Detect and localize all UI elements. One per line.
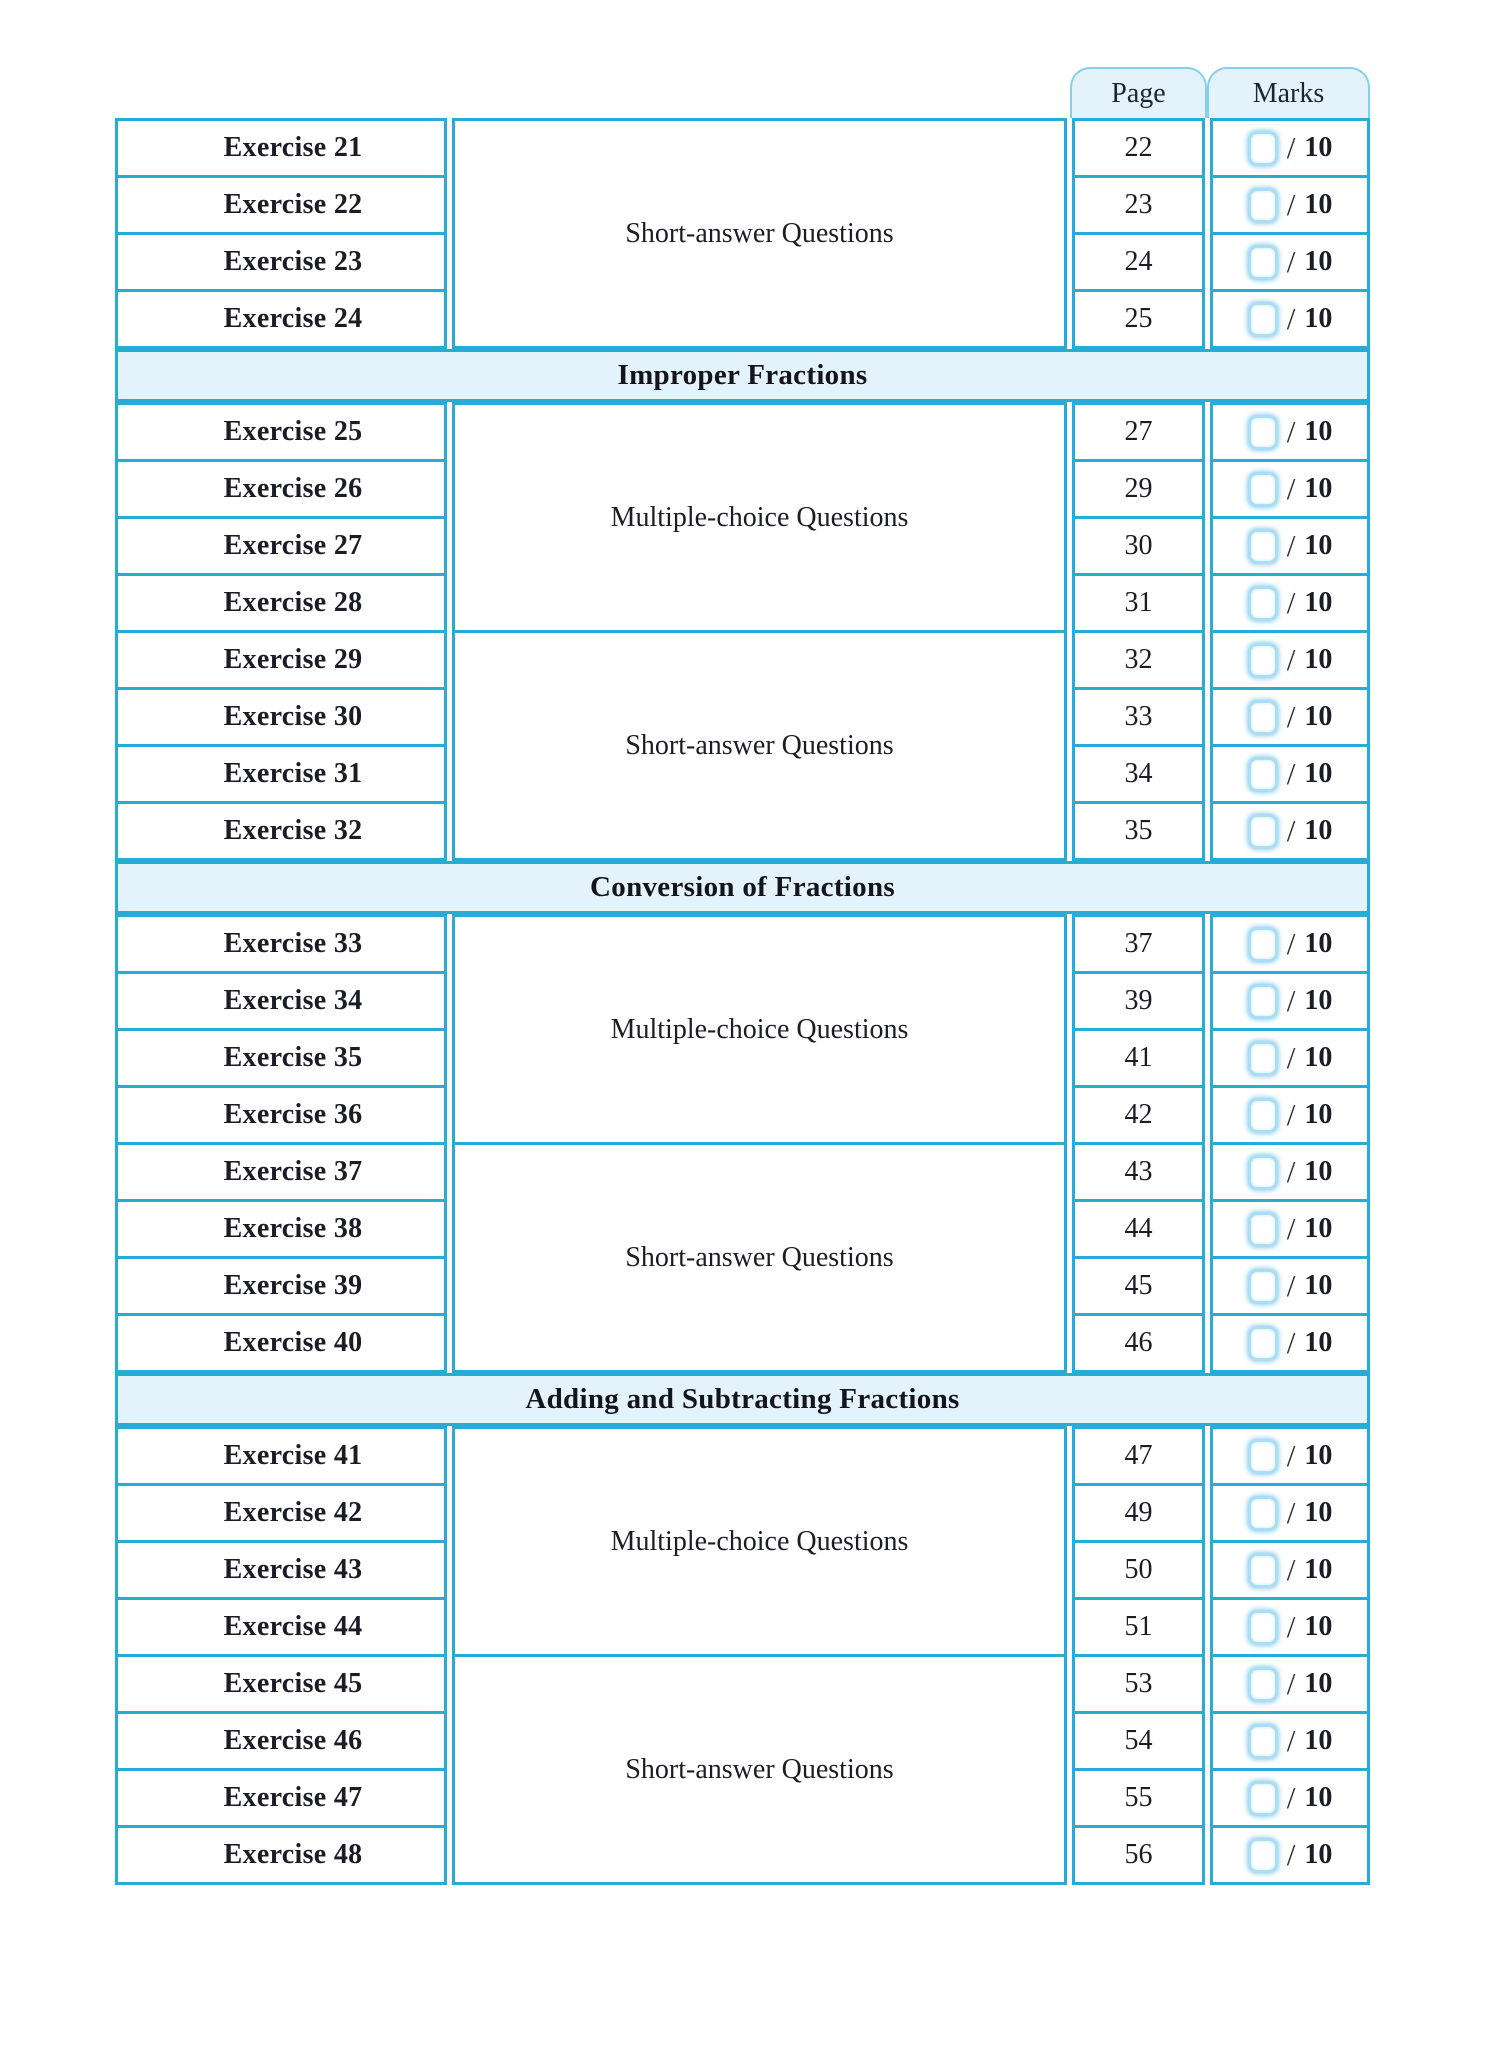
marks-column: [1210, 1426, 1370, 1657]
exercise-label-exercise-33: Exercise 33: [115, 914, 447, 974]
marks-slash: /: [1286, 1211, 1296, 1246]
exercise-label-exercise-29: Exercise 29: [115, 630, 447, 690]
marks-column: [1210, 914, 1370, 1145]
marks-cell: [1210, 1483, 1370, 1543]
question-type-column: [452, 630, 1067, 861]
exercise-label-exercise-37: Exercise 37: [115, 1142, 447, 1202]
marks-slash: /: [1286, 1438, 1296, 1473]
question-type-label: Multiple-choice Questions: [452, 1426, 1067, 1657]
page-number-cell: 43: [1072, 1142, 1205, 1202]
page-number-cell: 46: [1072, 1313, 1205, 1373]
marks-slash: /: [1286, 130, 1296, 165]
page-number-cell: 51: [1072, 1597, 1205, 1657]
exercise-column: [115, 1142, 447, 1373]
marks-total: 10: [1304, 530, 1333, 561]
exercise-label-exercise-41: Exercise 41: [115, 1426, 447, 1486]
marks-cell: [1210, 1654, 1370, 1714]
score-input-box[interactable]: [1248, 529, 1278, 564]
score-input-box[interactable]: [1248, 1496, 1278, 1531]
exercise-label-exercise-36: Exercise 36: [115, 1085, 447, 1145]
marks-column: [1210, 1654, 1370, 1885]
marks-cell: [1210, 801, 1370, 861]
marks-slash: /: [1286, 1723, 1296, 1758]
page-number-cell: 47: [1072, 1426, 1205, 1486]
score-input-box[interactable]: [1248, 472, 1278, 507]
marks-cell: [1210, 1768, 1370, 1828]
marks-slash: /: [1286, 585, 1296, 620]
score-input-box[interactable]: [1248, 814, 1278, 849]
marks-total: 10: [1304, 644, 1333, 675]
section-header-adding-and-subtracting-fractions: [115, 1373, 1370, 1426]
exercise-group: [115, 1426, 1370, 1657]
marks-total: 10: [1304, 815, 1333, 846]
marks-slash: /: [1286, 528, 1296, 563]
exercise-label-exercise-27: Exercise 27: [115, 516, 447, 576]
marks-column-label: Marks: [1252, 77, 1325, 109]
marks-cell: [1210, 1711, 1370, 1771]
page-number-cell: 27: [1072, 402, 1205, 462]
marks-total: 10: [1304, 928, 1333, 959]
exercise-label-exercise-31: Exercise 31: [115, 744, 447, 804]
exercise-label-exercise-34: Exercise 34: [115, 971, 447, 1031]
question-type-label: Short-answer Questions: [452, 118, 1067, 349]
score-input-box[interactable]: [1248, 302, 1278, 337]
page-number-column: [1072, 1142, 1205, 1373]
marks-cell: [1210, 1426, 1370, 1486]
marks-slash: /: [1286, 699, 1296, 734]
exercise-group: [115, 914, 1370, 1145]
exercise-group: [115, 402, 1370, 633]
marks-slash: /: [1286, 414, 1296, 449]
marks-column: [1210, 1142, 1370, 1373]
page-number-column: [1072, 914, 1205, 1145]
exercise-column: [115, 630, 447, 861]
exercise-label-exercise-39: Exercise 39: [115, 1256, 447, 1316]
page-number-cell: 37: [1072, 914, 1205, 974]
exercise-column: [115, 118, 447, 349]
marks-cell: [1210, 175, 1370, 235]
marks-column: [1210, 402, 1370, 633]
score-input-box[interactable]: [1248, 757, 1278, 792]
page-number-cell: 56: [1072, 1825, 1205, 1885]
marks-cell: [1210, 232, 1370, 292]
marks-cell: [1210, 402, 1370, 462]
score-input-box[interactable]: [1248, 1155, 1278, 1190]
question-type-label: Short-answer Questions: [452, 1654, 1067, 1885]
marks-total: 10: [1304, 985, 1333, 1016]
marks-cell: [1210, 687, 1370, 747]
marks-cell: [1210, 1199, 1370, 1259]
marks-total: 10: [1304, 1611, 1333, 1642]
exercise-label-exercise-48: Exercise 48: [115, 1825, 447, 1885]
score-input-box[interactable]: [1248, 927, 1278, 962]
marks-slash: /: [1286, 1097, 1296, 1132]
score-input-box[interactable]: [1248, 1041, 1278, 1076]
score-input-box[interactable]: [1248, 1610, 1278, 1645]
column-header-tabs: [115, 67, 1370, 118]
marks-cell: [1210, 1540, 1370, 1600]
page-number-cell: 24: [1072, 232, 1205, 292]
score-input-box[interactable]: [1248, 643, 1278, 678]
page-number-cell: 23: [1072, 175, 1205, 235]
exercise-column: [115, 914, 447, 1145]
exercise-label-exercise-46: Exercise 46: [115, 1711, 447, 1771]
marks-cell: [1210, 744, 1370, 804]
exercise-label-exercise-28: Exercise 28: [115, 573, 447, 633]
page-number-cell: 31: [1072, 573, 1205, 633]
marks-slash: /: [1286, 642, 1296, 677]
question-type-label: Short-answer Questions: [452, 1142, 1067, 1373]
exercise-label-exercise-32: Exercise 32: [115, 801, 447, 861]
marks-slash: /: [1286, 301, 1296, 336]
marks-slash: /: [1286, 1325, 1296, 1360]
exercise-label-exercise-42: Exercise 42: [115, 1483, 447, 1543]
exercise-label-exercise-45: Exercise 45: [115, 1654, 447, 1714]
marks-slash: /: [1286, 1552, 1296, 1587]
marks-cell: [1210, 1142, 1370, 1202]
score-input-box[interactable]: [1248, 131, 1278, 166]
marks-total: 10: [1304, 303, 1333, 334]
marks-slash: /: [1286, 1495, 1296, 1530]
marks-slash: /: [1286, 1837, 1296, 1872]
marks-total: 10: [1304, 1725, 1333, 1756]
marks-cell: [1210, 573, 1370, 633]
marks-cell: [1210, 516, 1370, 576]
question-type-column: [452, 118, 1067, 349]
exercise-column: [115, 1654, 447, 1885]
exercise-column: [115, 402, 447, 633]
marks-cell: [1210, 118, 1370, 178]
score-input-box[interactable]: [1248, 984, 1278, 1019]
marks-cell: [1210, 1028, 1370, 1088]
exercise-group: [115, 1142, 1370, 1373]
score-input-box[interactable]: [1248, 1212, 1278, 1247]
score-input-box[interactable]: [1248, 1724, 1278, 1759]
section-header-conversion-of-fractions: [115, 861, 1370, 914]
exercise-label-exercise-23: Exercise 23: [115, 232, 447, 292]
score-input-box[interactable]: [1248, 1269, 1278, 1304]
marks-cell: [1210, 914, 1370, 974]
page-number-cell: 22: [1072, 118, 1205, 178]
page-column-tab: [1070, 67, 1207, 118]
marks-total: 10: [1304, 758, 1333, 789]
marks-total: 10: [1304, 1497, 1333, 1528]
score-input-box[interactable]: [1248, 1781, 1278, 1816]
marks-total: 10: [1304, 246, 1333, 277]
exercise-label-exercise-25: Exercise 25: [115, 402, 447, 462]
marks-cell: [1210, 1825, 1370, 1885]
marks-slash: /: [1286, 244, 1296, 279]
score-input-box[interactable]: [1248, 245, 1278, 280]
page-number-cell: 29: [1072, 459, 1205, 519]
score-input-box[interactable]: [1248, 1667, 1278, 1702]
score-input-box[interactable]: [1248, 586, 1278, 621]
marks-total: 10: [1304, 1554, 1333, 1585]
marks-slash: /: [1286, 187, 1296, 222]
page-number-cell: 41: [1072, 1028, 1205, 1088]
marks-slash: /: [1286, 813, 1296, 848]
marks-slash: /: [1286, 756, 1296, 791]
question-type-column: [452, 1654, 1067, 1885]
exercise-label-exercise-38: Exercise 38: [115, 1199, 447, 1259]
table-body: [115, 118, 1370, 1885]
section-header-improper-fractions: [115, 349, 1370, 402]
marks-total: 10: [1304, 1668, 1333, 1699]
marks-slash: /: [1286, 1666, 1296, 1701]
marks-slash: /: [1286, 1268, 1296, 1303]
score-input-box[interactable]: [1248, 1439, 1278, 1474]
page-number-cell: 39: [1072, 971, 1205, 1031]
exercise-label-exercise-24: Exercise 24: [115, 289, 447, 349]
marks-total: 10: [1304, 1042, 1333, 1073]
marks-total: 10: [1304, 416, 1333, 447]
exercise-label-exercise-40: Exercise 40: [115, 1313, 447, 1373]
score-input-box[interactable]: [1248, 1326, 1278, 1361]
marks-total: 10: [1304, 1156, 1333, 1187]
marks-column: [1210, 630, 1370, 861]
score-input-box[interactable]: [1248, 1553, 1278, 1588]
marks-cell: [1210, 1313, 1370, 1373]
page-number-cell: 49: [1072, 1483, 1205, 1543]
exercise-label-exercise-22: Exercise 22: [115, 175, 447, 235]
exercise-label-exercise-35: Exercise 35: [115, 1028, 447, 1088]
marks-cell: [1210, 1597, 1370, 1657]
marks-total: 10: [1304, 1327, 1333, 1358]
marks-slash: /: [1286, 926, 1296, 961]
page-number-column: [1072, 630, 1205, 861]
question-type-column: [452, 914, 1067, 1145]
marks-total: 10: [1304, 132, 1333, 163]
score-input-box[interactable]: [1248, 415, 1278, 450]
marks-slash: /: [1286, 1154, 1296, 1189]
exercise-label-exercise-21: Exercise 21: [115, 118, 447, 178]
page-number-column: [1072, 118, 1205, 349]
marks-cell: [1210, 1085, 1370, 1145]
page-number-cell: 50: [1072, 1540, 1205, 1600]
marks-column: [1210, 118, 1370, 349]
section-title: Adding and Subtracting Fractions: [525, 1383, 960, 1415]
exercise-group: [115, 630, 1370, 861]
exercise-label-exercise-30: Exercise 30: [115, 687, 447, 747]
score-input-box[interactable]: [1248, 1838, 1278, 1873]
page-number-cell: 53: [1072, 1654, 1205, 1714]
marks-total: 10: [1304, 1782, 1333, 1813]
section-title: Conversion of Fractions: [590, 871, 895, 903]
page-number-cell: 45: [1072, 1256, 1205, 1316]
section-title: Improper Fractions: [617, 359, 868, 391]
question-type-column: [452, 1142, 1067, 1373]
page-number-cell: 35: [1072, 801, 1205, 861]
contents-score-table: [115, 67, 1370, 1885]
page-number-column: [1072, 1426, 1205, 1657]
exercise-label-exercise-44: Exercise 44: [115, 1597, 447, 1657]
exercise-group: [115, 118, 1370, 349]
score-input-box[interactable]: [1248, 1098, 1278, 1133]
marks-total: 10: [1304, 1440, 1333, 1471]
marks-cell: [1210, 459, 1370, 519]
question-type-label: Short-answer Questions: [452, 630, 1067, 861]
marks-cell: [1210, 289, 1370, 349]
exercise-label-exercise-43: Exercise 43: [115, 1540, 447, 1600]
page-number-column: [1072, 1654, 1205, 1885]
question-type-label: Multiple-choice Questions: [452, 914, 1067, 1145]
exercise-group: [115, 1654, 1370, 1885]
exercise-label-exercise-26: Exercise 26: [115, 459, 447, 519]
page-number-column: [1072, 402, 1205, 633]
exercise-column: [115, 1426, 447, 1657]
question-type-label: Multiple-choice Questions: [452, 402, 1067, 633]
marks-total: 10: [1304, 1839, 1333, 1870]
marks-total: 10: [1304, 701, 1333, 732]
marks-slash: /: [1286, 1040, 1296, 1075]
score-input-box[interactable]: [1248, 188, 1278, 223]
marks-slash: /: [1286, 1609, 1296, 1644]
page-column-label: Page: [1111, 77, 1166, 109]
page-number-cell: 33: [1072, 687, 1205, 747]
score-input-box[interactable]: [1248, 700, 1278, 735]
page-number-cell: 30: [1072, 516, 1205, 576]
marks-total: 10: [1304, 1270, 1333, 1301]
marks-column-tab: [1207, 67, 1370, 118]
page-number-cell: 55: [1072, 1768, 1205, 1828]
marks-cell: [1210, 630, 1370, 690]
marks-slash: /: [1286, 983, 1296, 1018]
page-number-cell: 44: [1072, 1199, 1205, 1259]
page-number-cell: 42: [1072, 1085, 1205, 1145]
page-number-cell: 25: [1072, 289, 1205, 349]
marks-total: 10: [1304, 587, 1333, 618]
marks-cell: [1210, 971, 1370, 1031]
page-number-cell: 54: [1072, 1711, 1205, 1771]
question-type-column: [452, 1426, 1067, 1657]
marks-total: 10: [1304, 1099, 1333, 1130]
marks-total: 10: [1304, 1213, 1333, 1244]
page-number-cell: 32: [1072, 630, 1205, 690]
question-type-column: [452, 402, 1067, 633]
marks-total: 10: [1304, 189, 1333, 220]
marks-total: 10: [1304, 473, 1333, 504]
marks-slash: /: [1286, 1780, 1296, 1815]
page-number-cell: 34: [1072, 744, 1205, 804]
exercise-label-exercise-47: Exercise 47: [115, 1768, 447, 1828]
marks-slash: /: [1286, 471, 1296, 506]
marks-cell: [1210, 1256, 1370, 1316]
